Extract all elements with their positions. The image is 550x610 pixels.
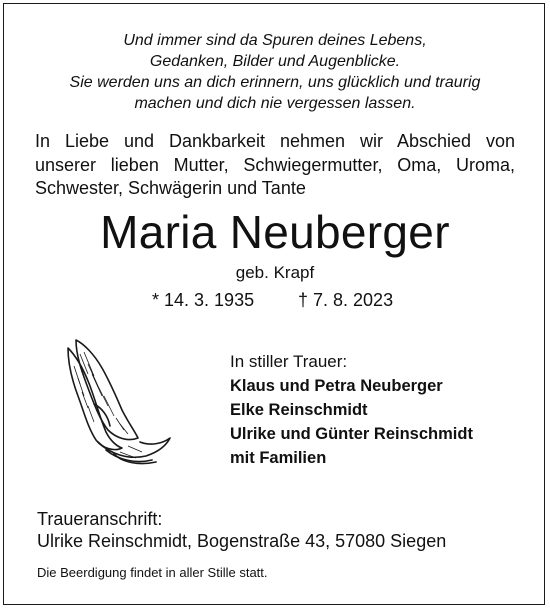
intro-line: unserer lieben Mutter, Schwiegermutter, Oma, Uroma, [35,154,515,175]
poem-line: Gedanken, Bilder und Augenblicke. [149,53,401,70]
mourner-name: Ulrike und Günter Reinschmidt [230,425,473,443]
farewell-intro [35,130,515,201]
funeral-note: Die Beerdigung findet in aller Stille statt. [37,565,268,580]
mourners-heading: In stiller Trauer: [230,352,348,371]
poem-line: machen und dich nie vergessen lassen. [134,95,416,112]
memorial-poem [20,30,530,114]
death-date: † 7. 8. 2023 [298,290,394,310]
mourner-name: Elke Reinschmidt [230,401,368,419]
poem-line: Sie werden uns an dich erinnern, uns glücklich und traurig [69,74,481,91]
poem-line: Und immer sind da Spuren deines Lebens, [123,32,427,49]
mourner-name: Klaus und Petra Neuberger [230,377,443,395]
mourner-name: mit Familien [230,449,327,467]
mourning-address [37,508,446,552]
intro-line: Schwester, Schwägerin und Tante [35,178,306,198]
address-label: Traueranschrift: [37,509,163,529]
maiden-name: geb. Krapf [235,263,315,282]
praying-hands-icon [58,334,174,468]
address-value: Ulrike Reinschmidt, Bogenstraße 43, 57080 Siegen [37,531,447,551]
mourners-block [230,350,473,470]
deceased-name: Maria Neuberger [100,206,450,258]
intro-line: In Liebe und Dankbarkeit nehmen wir Abschied von [35,131,515,151]
birth-date: * 14. 3. 1935 [152,290,255,310]
